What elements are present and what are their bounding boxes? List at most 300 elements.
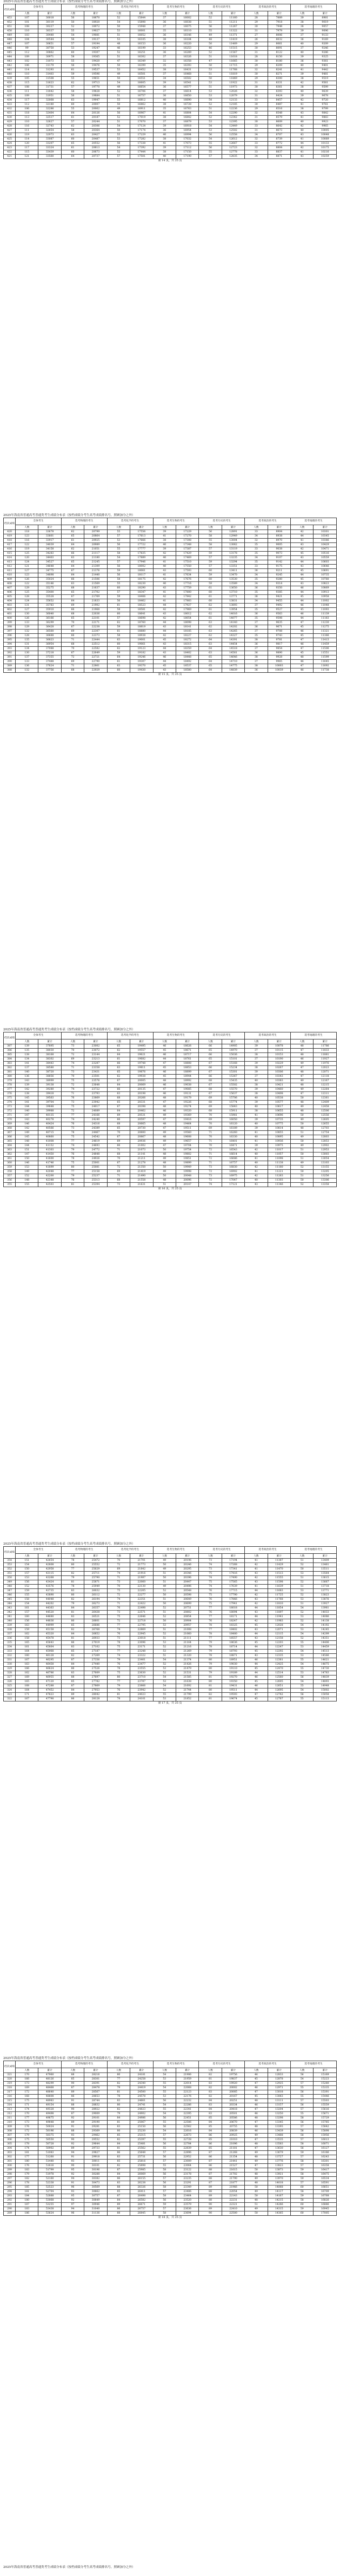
table-row: [4, 2116, 337, 2121]
table-row: [4, 1611, 337, 1615]
value-cell: 54: [107, 124, 130, 129]
value-cell: 53: [199, 129, 222, 133]
score-cell: 350: [4, 1576, 16, 1580]
value-cell: 14454: [222, 643, 244, 647]
table-row: [4, 2164, 337, 2168]
value-cell: 86: [107, 2207, 130, 2211]
value-cell: 62: [61, 81, 84, 85]
value-cell: 32: [245, 111, 268, 116]
value-cell: 16534: [314, 2177, 337, 2181]
value-cell: 18938: [130, 634, 153, 638]
value-cell: 76: [199, 1619, 222, 1624]
table-row: [4, 643, 337, 647]
value-cell: 12203: [268, 1641, 290, 1645]
value-cell: 30569: [84, 2186, 107, 2190]
cumulative-header: 累计: [314, 1554, 337, 1559]
value-cell: 51: [107, 55, 130, 59]
value-cell: 11506: [314, 647, 337, 651]
value-cell: 23942: [84, 1101, 107, 1105]
table-row: [4, 2108, 337, 2112]
value-cell: 64: [61, 573, 84, 578]
value-cell: 35: [153, 107, 176, 111]
value-cell: 87: [199, 2181, 222, 2186]
value-cell: 51: [153, 1637, 176, 1641]
value-cell: 55: [153, 2108, 176, 2112]
value-cell: 17268: [222, 1563, 244, 1567]
value-cell: 49675: [38, 2116, 61, 2121]
value-cell: 36: [153, 42, 176, 47]
value-cell: 20839: [222, 2129, 244, 2134]
value-cell: 29918: [84, 2155, 107, 2160]
value-cell: 9385: [268, 591, 290, 595]
value-cell: 44999: [38, 1624, 61, 1628]
value-cell: 170: [16, 2073, 38, 2077]
table-row: [4, 116, 337, 120]
score-cell: 296: [4, 2181, 16, 2186]
value-cell: 17556: [130, 530, 153, 534]
score-cell: 341: [4, 1615, 16, 1619]
value-cell: 13873: [268, 2168, 290, 2173]
value-cell: 40: [245, 1178, 268, 1183]
value-cell: 35652: [38, 599, 61, 604]
value-cell: 12506: [314, 1109, 337, 1114]
value-cell: 43: [245, 1628, 268, 1632]
value-cell: 80: [107, 2129, 130, 2134]
value-cell: 23072: [84, 1049, 107, 1053]
value-cell: 53: [153, 1624, 176, 1628]
value-cell: 73: [61, 1127, 84, 1131]
value-cell: 38720: [38, 1070, 61, 1075]
value-cell: 50: [107, 129, 130, 133]
value-cell: 37: [245, 647, 268, 651]
value-cell: 39: [245, 1144, 268, 1148]
table-row: [4, 16, 337, 21]
value-cell: 63: [107, 1092, 130, 1096]
value-cell: 17777: [130, 547, 153, 552]
value-cell: 15280: [314, 2082, 337, 2086]
value-cell: 52160: [38, 2177, 61, 2181]
value-cell: 169: [16, 2086, 38, 2090]
value-cell: 54: [107, 556, 130, 560]
value-cell: 77: [61, 1114, 84, 1118]
value-cell: 49: [245, 2134, 268, 2138]
value-cell: 40: [291, 129, 314, 133]
value-cell: 54: [291, 2077, 314, 2082]
value-cell: 35400: [38, 591, 61, 595]
value-cell: 16146: [176, 34, 198, 38]
value-cell: 15637: [222, 1092, 244, 1096]
value-cell: 13535: [268, 2138, 290, 2142]
value-cell: 37488: [38, 660, 61, 664]
value-cell: 168: [16, 2095, 38, 2099]
value-cell: 18406: [130, 595, 153, 599]
cumulative-header: 累计: [268, 2068, 290, 2073]
value-cell: 11786: [314, 1044, 337, 1049]
value-cell: 12167: [314, 1079, 337, 1083]
value-cell: 25562: [130, 2147, 153, 2151]
value-cell: 14775: [222, 664, 244, 668]
score-header: 档次成绩: [4, 4, 16, 16]
value-cell: 40: [245, 1105, 268, 1109]
value-cell: 58: [153, 2194, 176, 2198]
score-cell: 312: [4, 2112, 16, 2116]
value-cell: 16417: [314, 2168, 337, 2173]
value-cell: 18462: [130, 599, 153, 604]
value-cell: 38: [245, 1053, 268, 1057]
value-cell: 67: [199, 1083, 222, 1088]
value-cell: 39: [245, 1101, 268, 1105]
group-header: 选考历史的考生: [199, 2061, 245, 2068]
value-cell: 157: [16, 1611, 38, 1615]
value-cell: 22321: [222, 2203, 244, 2207]
value-cell: 135: [16, 1049, 38, 1053]
value-cell: 9314: [268, 582, 290, 586]
value-cell: 12833: [268, 2073, 290, 2077]
value-cell: 67: [61, 625, 84, 630]
score-cell: 393: [4, 647, 16, 651]
value-cell: 81: [61, 1580, 84, 1585]
value-cell: 15844: [130, 16, 153, 21]
value-cell: 142: [16, 1127, 38, 1131]
value-cell: 17282: [130, 137, 153, 142]
value-cell: 122: [16, 543, 38, 547]
value-cell: 14086: [314, 1615, 337, 1619]
value-cell: 37: [245, 621, 268, 625]
value-cell: 90: [199, 2203, 222, 2207]
value-cell: 110: [16, 29, 38, 34]
value-cell: 154: [16, 1563, 38, 1567]
value-cell: 20295: [176, 1567, 198, 1572]
value-cell: 16614: [222, 1153, 244, 1157]
value-cell: 25898: [130, 2164, 153, 2168]
table-row: [4, 64, 337, 68]
value-cell: 39988: [38, 1109, 61, 1114]
value-cell: 82: [61, 1598, 84, 1602]
value-cell: 8804: [268, 146, 290, 150]
value-cell: 63: [107, 1066, 130, 1070]
value-cell: 12247: [268, 1645, 290, 1650]
value-cell: 49: [153, 1140, 176, 1144]
value-cell: 13667: [314, 1580, 337, 1585]
value-cell: 125: [16, 591, 38, 595]
table-row: [4, 103, 337, 107]
cumulative-header: 累计: [314, 2068, 337, 2073]
value-cell: 77: [61, 1170, 84, 1174]
value-cell: 47: [245, 2164, 268, 2168]
value-cell: 24467: [84, 1131, 107, 1135]
value-cell: 92: [61, 2173, 84, 2177]
value-cell: 41: [245, 1559, 268, 1563]
value-cell: 40566: [38, 1127, 61, 1131]
value-cell: 59: [153, 2203, 176, 2207]
value-cell: 74: [199, 1576, 222, 1580]
value-cell: 11469: [222, 42, 244, 47]
value-cell: 16393: [176, 64, 198, 68]
value-cell: 75: [199, 1572, 222, 1576]
value-cell: 79: [107, 2086, 130, 2090]
value-cell: 43: [245, 1654, 268, 1658]
value-cell: 14581: [222, 651, 244, 655]
score-cell: 420: [4, 530, 16, 534]
value-cell: 16127: [314, 2147, 337, 2151]
value-cell: 84: [199, 2099, 222, 2103]
value-cell: 18581: [130, 608, 153, 612]
value-cell: 21585: [176, 1676, 198, 1680]
value-cell: 79: [61, 1148, 84, 1153]
value-cell: 42: [245, 1602, 268, 1606]
value-cell: 10216: [314, 150, 337, 155]
value-cell: 53: [199, 120, 222, 124]
value-cell: 60: [199, 599, 222, 604]
value-cell: 45: [153, 1075, 176, 1079]
value-cell: 48: [291, 1083, 314, 1088]
value-cell: 45: [291, 552, 314, 556]
value-cell: 57: [291, 2155, 314, 2160]
value-cell: 50: [153, 1174, 176, 1178]
value-cell: 34: [245, 133, 268, 137]
value-cell: 20699: [176, 1602, 198, 1606]
value-cell: 50902: [38, 2147, 61, 2151]
value-cell: 77: [199, 1628, 222, 1632]
value-cell: 17392: [130, 146, 153, 150]
score-cell: 351: [4, 1572, 16, 1576]
value-cell: 17174: [130, 129, 153, 133]
value-cell: 51: [153, 1598, 176, 1602]
value-cell: 26112: [84, 1593, 107, 1598]
group-header: 选考政治的考生: [245, 1547, 291, 1554]
value-cell: 16251: [130, 51, 153, 55]
value-cell: 161: [16, 1645, 38, 1650]
value-cell: 13970: [268, 2177, 290, 2181]
score-cell: 352: [4, 1567, 16, 1572]
value-cell: 25067: [130, 2121, 153, 2125]
value-cell: 85: [61, 1624, 84, 1628]
cumulative-header: 累计: [222, 11, 244, 16]
value-cell: 16002: [176, 16, 198, 21]
score-cell: 411: [4, 569, 16, 573]
value-cell: 71: [61, 1092, 84, 1096]
value-cell: 152: [16, 1174, 38, 1178]
value-cell: 94: [61, 2177, 84, 2181]
score-cell: 374: [4, 1101, 16, 1105]
value-cell: 48: [245, 2198, 268, 2203]
value-cell: 40424: [38, 1122, 61, 1127]
value-cell: 158: [16, 1598, 38, 1602]
value-cell: 53: [199, 90, 222, 94]
value-cell: 110: [16, 72, 38, 77]
value-cell: 51616: [38, 2164, 61, 2168]
value-cell: 40: [245, 1135, 268, 1140]
value-cell: 28567: [84, 2090, 107, 2095]
value-cell: 17194: [222, 1559, 244, 1563]
value-cell: 12133: [222, 98, 244, 103]
value-cell: 17842: [176, 595, 198, 599]
value-cell: 38: [245, 1092, 268, 1096]
value-cell: 14513: [314, 1650, 337, 1654]
score-cell: 305: [4, 2142, 16, 2147]
table-row: [4, 578, 337, 582]
value-cell: 45: [291, 578, 314, 582]
value-cell: 52704: [38, 2190, 61, 2194]
value-cell: 47: [291, 638, 314, 643]
value-cell: 49: [153, 1131, 176, 1135]
value-cell: 21211: [130, 1157, 153, 1161]
table-row: [4, 655, 337, 660]
value-cell: 20670: [222, 2121, 244, 2125]
value-cell: 95: [61, 2168, 84, 2173]
value-cell: 44: [245, 1632, 268, 1637]
value-cell: 17676: [176, 578, 198, 582]
value-cell: 15113: [314, 1697, 337, 1701]
value-cell: 21376: [84, 569, 107, 573]
value-cell: 63: [107, 638, 130, 643]
score-cell: 369: [4, 1122, 16, 1127]
count-header: 人数: [16, 11, 38, 16]
value-cell: 75: [107, 1615, 130, 1619]
table-row: [4, 1079, 337, 1083]
value-cell: 17047: [222, 1178, 244, 1183]
value-cell: 25648: [130, 2151, 153, 2155]
table-row: [4, 1066, 337, 1070]
value-cell: 20925: [84, 539, 107, 543]
score-cell: 309: [4, 2125, 16, 2129]
value-cell: 12953: [314, 1148, 337, 1153]
cumulative-header: 累计: [176, 1554, 198, 1559]
value-cell: 17790: [222, 1593, 244, 1598]
value-cell: 30119: [38, 21, 61, 25]
page-footer: 第 15 页，共 25 页: [158, 673, 182, 676]
value-cell: 55: [291, 2095, 314, 2099]
value-cell: 26155: [130, 2177, 153, 2181]
value-cell: 57: [291, 2181, 314, 2186]
value-cell: 76: [107, 1688, 130, 1693]
value-cell: 50375: [38, 2134, 61, 2138]
value-cell: 13630: [268, 2147, 290, 2151]
score-cell: 449: [4, 34, 16, 38]
value-cell: 42958: [38, 1567, 61, 1572]
table-row: [4, 560, 337, 565]
table-row: [4, 634, 337, 638]
value-cell: 15785: [314, 2121, 337, 2125]
value-cell: 30: [245, 47, 268, 51]
value-cell: 117: [16, 98, 38, 103]
value-cell: 20548: [176, 1589, 198, 1593]
value-cell: 50: [153, 1166, 176, 1170]
value-cell: 57: [61, 42, 84, 47]
value-cell: 52: [153, 1663, 176, 1667]
score-cell: 395: [4, 638, 16, 643]
value-cell: 19938: [130, 1075, 153, 1079]
value-cell: 30971: [38, 55, 61, 59]
value-cell: 85: [107, 2160, 130, 2164]
table-row: [4, 90, 337, 94]
value-cell: 37: [245, 1057, 268, 1062]
value-cell: 51: [291, 1559, 314, 1563]
value-cell: 43: [245, 1183, 268, 1187]
value-cell: 30651: [38, 42, 61, 47]
value-cell: 37895: [38, 1044, 61, 1049]
value-cell: 38: [153, 38, 176, 42]
table-row: [4, 2186, 337, 2190]
value-cell: 15843: [222, 1105, 244, 1109]
value-cell: 142: [16, 1088, 38, 1092]
value-cell: 84: [107, 2198, 130, 2203]
value-cell: 17229: [176, 530, 198, 534]
value-cell: 57: [107, 617, 130, 621]
value-cell: 24017: [84, 1105, 107, 1109]
score-cell: 325: [4, 1684, 16, 1688]
table-row: [4, 1684, 337, 1688]
table-row: [4, 1153, 337, 1157]
value-cell: 22143: [222, 2194, 244, 2198]
value-cell: 16826: [314, 2198, 337, 2203]
value-cell: 13111: [268, 2099, 290, 2103]
value-cell: 45: [291, 569, 314, 573]
value-cell: 42: [245, 1576, 268, 1580]
value-cell: 28922: [84, 2108, 107, 2112]
value-cell: 38: [153, 103, 176, 107]
value-cell: 45: [291, 651, 314, 655]
value-cell: 11715: [222, 64, 244, 68]
value-cell: 13250: [268, 2112, 290, 2116]
value-cell: 8609: [268, 120, 290, 124]
group-header: 全体考生: [16, 1032, 62, 1039]
value-cell: 13488: [268, 2134, 290, 2138]
value-cell: 9280: [268, 578, 290, 582]
count-header: 人数: [291, 525, 314, 530]
value-cell: 44: [291, 142, 314, 146]
value-cell: 40: [153, 98, 176, 103]
value-cell: 10175: [314, 146, 337, 150]
value-cell: 50: [291, 1096, 314, 1101]
table-row: [4, 1166, 337, 1170]
table-row: [4, 1624, 337, 1628]
value-cell: 36: [245, 595, 268, 599]
value-cell: 77: [107, 1650, 130, 1654]
value-cell: 76: [107, 1632, 130, 1637]
value-cell: 141: [16, 1101, 38, 1105]
table-row: [4, 608, 337, 612]
value-cell: 73: [61, 1070, 84, 1075]
value-cell: 19123: [130, 647, 153, 651]
value-cell: 81: [199, 1697, 222, 1701]
score-cell: 298: [4, 2173, 16, 2177]
value-cell: 60: [291, 2203, 314, 2207]
value-cell: 44836: [38, 1619, 61, 1624]
table-row: [4, 1593, 337, 1598]
value-cell: 22014: [176, 2082, 198, 2086]
value-cell: 34: [245, 573, 268, 578]
value-cell: 12605: [314, 1118, 337, 1122]
value-cell: 15391: [314, 2090, 337, 2095]
value-cell: 54: [291, 1650, 314, 1654]
value-cell: 38999: [38, 1079, 61, 1083]
value-cell: 10048: [314, 133, 337, 137]
value-cell: 42: [153, 608, 176, 612]
value-cell: 46: [107, 47, 130, 51]
value-cell: 33: [153, 47, 176, 51]
value-cell: 21569: [84, 582, 107, 586]
value-cell: 15301: [222, 1070, 244, 1075]
value-cell: 16728: [176, 103, 198, 107]
value-cell: 23520: [176, 2198, 198, 2203]
score-cell: 417: [4, 543, 16, 547]
value-cell: 57: [153, 2207, 176, 2211]
value-cell: 14905: [222, 1044, 244, 1049]
score-cell: 334: [4, 1645, 16, 1650]
value-cell: 14068: [268, 2186, 290, 2190]
value-cell: 8938: [268, 534, 290, 539]
